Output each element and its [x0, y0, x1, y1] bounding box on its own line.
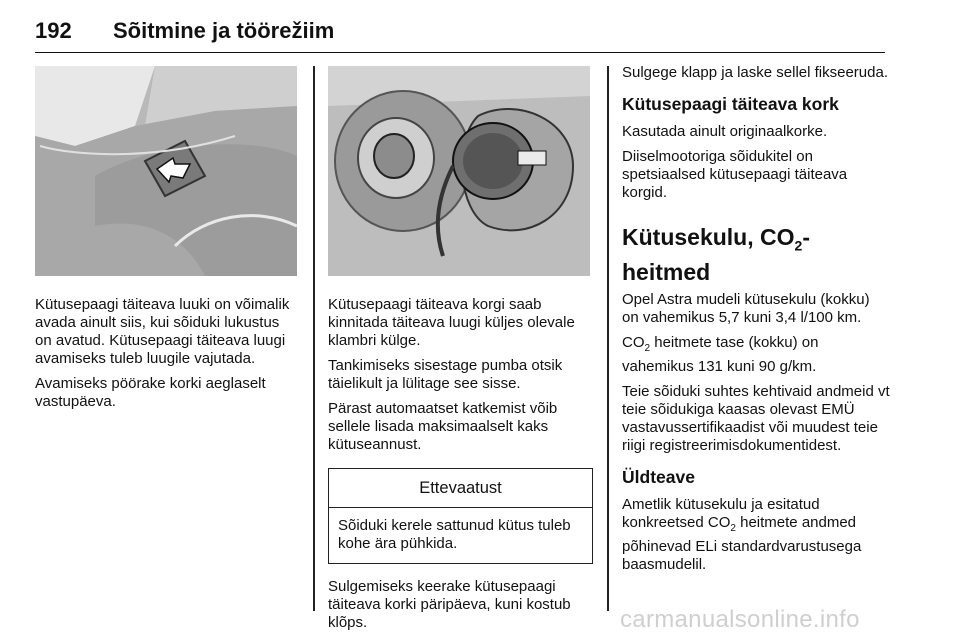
chapter-title: Sõitmine ja töörežiim: [113, 18, 335, 43]
certificate-paragraph: Teie sõiduki suhtes kehtivaid andmeid vt teie sõidukiga kaasas olevast EMÜ vastavussertifikaadist või muudest teie riigi registreerimisdokumentidest.: [622, 382, 890, 454]
page-header: [35, 0, 885, 53]
fuel-cap-illustration: [328, 66, 590, 276]
cap-paragraph-1: Kasutada ainult originaalkorke.: [622, 123, 828, 140]
heading-fuel-consumption: Kütusekulu, $CO_2$-heitmed: [622, 224, 810, 285]
column-right: [622, 64, 890, 581]
watermark: carmanualsonline.info: [620, 606, 860, 633]
refuel-paragraph: Tankimiseks sisestage pumba otsik täielikult ja lülitage see sisse.: [328, 357, 563, 392]
cap-clip-paragraph: Kütusepaagi täiteava korgi saab kinnitada täiteava luugi küljes olevale klambri külge.: [328, 296, 575, 349]
auto-cutoff-paragraph: Pärast automaatset katkemist võib sellele lisada maksimaalselt kaks kütuseannust.: [328, 400, 558, 453]
caution-title: Ettevaatust: [329, 469, 592, 508]
co2-paragraph: $CO_2$ heitmete tase (kokku) on vahemikus 131 kuni 90 g/km.: [622, 333, 819, 375]
flap-close-paragraph: Sulgege klapp ja laske sellel fikseeruda.: [622, 64, 888, 81]
column-divider-1: [313, 66, 315, 611]
closing-paragraph: Sulgemiseks keerake kütusepaagi täiteava korki päripäeva, kuni kostub klõps.: [328, 578, 571, 631]
consumption-paragraph: Opel Astra mudeli kütusekulu (kokku) on vahemikus 5,7 kuni 3,4 l/100 km.: [622, 290, 870, 326]
fuel-door-illustration: [35, 66, 297, 276]
fuel-door-paragraph-1: Kütusepaagi täiteava luuki on võimalik avada ainult siis, kui sõiduki lukustus on avatud. Kütusepaagi täiteava luugi avamiseks tuleb luugile vajutada.: [35, 296, 290, 367]
heading-general: Üldteave: [622, 466, 695, 487]
page-number: 192: [35, 18, 72, 43]
caution-box: [328, 468, 593, 564]
column-middle: [328, 66, 593, 639]
column-left: [35, 66, 300, 418]
general-paragraph: Ametlik kütusekulu ja esitatud konkreetsed $CO_2$ heitmete andmed põhinevad ELi standardvarustusega baasmudelil.: [622, 495, 862, 573]
caution-body: Sõiduki kerele sattunud kütus tuleb kohe ära pühkida.: [338, 517, 571, 552]
cap-paragraph-2: Diiselmootoriga sõidukitel on spetsiaalsed kütusepaagi täiteava korgid.: [622, 148, 848, 201]
heading-fuel-cap: Kütusepaagi täiteava kork: [622, 94, 839, 114]
column-divider-2: [607, 66, 609, 611]
fuel-door-paragraph-2: Avamiseks pöörake korki aeglaselt vastupäeva.: [35, 375, 266, 410]
